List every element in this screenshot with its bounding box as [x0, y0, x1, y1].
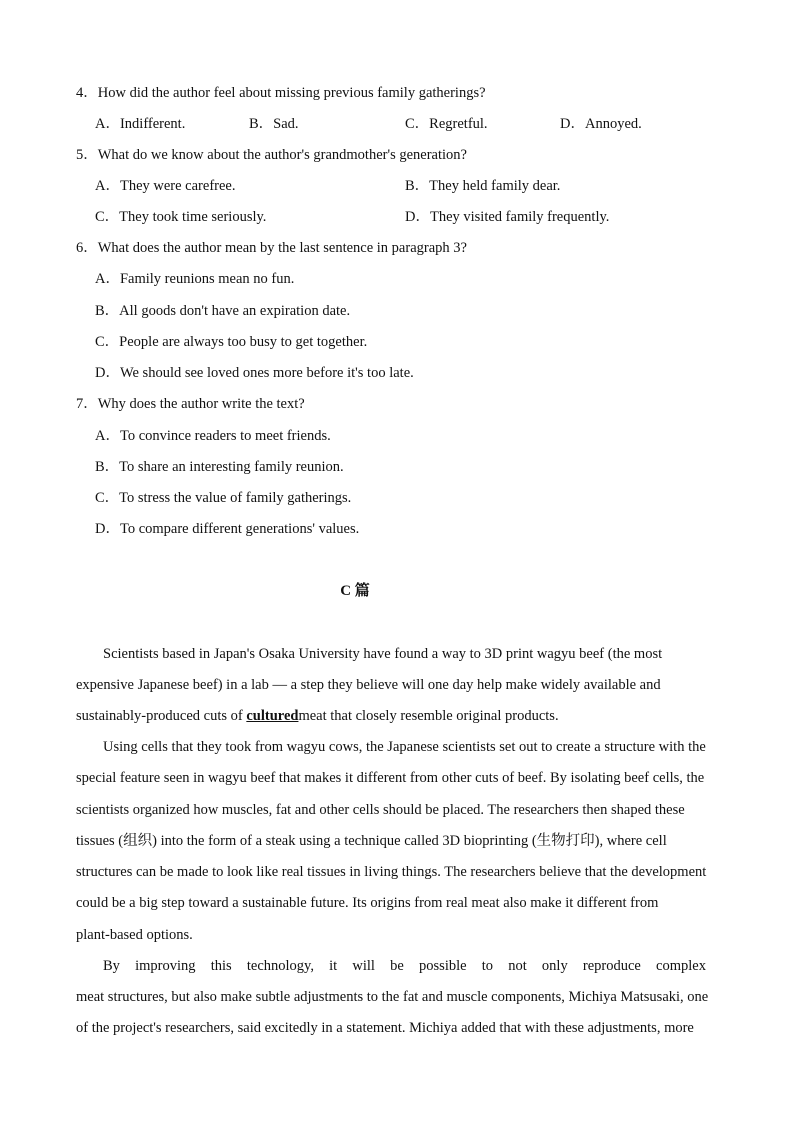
section-title: C 篇 [340, 583, 370, 599]
passage-p2-line-2: special feature seen in wagyu beef that makes it different from other cuts of beef. By isolating beef cells, the [76, 770, 705, 786]
question-5-option-a[interactable]: A．They were carefree. [95, 178, 236, 194]
question-6-option-b[interactable]: B．All goods don't have an expiration date. [95, 303, 351, 319]
passage-p2-line-1: Using cells that they took from wagyu cows, the Japanese scientists set out to create a structure with the [103, 739, 706, 755]
passage-p2-line-7: plant-based options. [76, 927, 193, 943]
question-7-option-b[interactable]: B．To share an interesting family reunion. [95, 459, 344, 475]
question-5-option-b[interactable]: B．They held family dear. [405, 178, 561, 194]
question-4-option-b[interactable]: B．Sad. [249, 116, 299, 132]
passage-p2-line-6: could be a big step toward a sustainable future. Its origins from real meat also make it different from [76, 895, 659, 911]
question-7-option-d[interactable]: D．To compare different generations' values. [95, 521, 360, 537]
question-6-stem: 6．What does the author mean by the last sentence in paragraph 3? [76, 240, 467, 256]
question-5-option-c[interactable]: C．They took time seriously. [95, 209, 267, 225]
passage-p2-line-3: scientists organized how muscles, fat and other cells should be placed. The researchers then shaped these [76, 802, 685, 818]
passage-p3-line-3: of the project's researchers, said excitedly in a statement. Michiya added that with these adjustments, more [76, 1020, 694, 1036]
question-4-stem: 4．How did the author feel about missing previous family gatherings? [76, 85, 486, 101]
passage-p3-line-2: meat structures, but also make subtle adjustments to the fat and muscle components, Michiya Matsusaki, one [76, 989, 709, 1005]
passage-p2-line-5: structures can be made to look like real tissues in living things. The researchers believe that the development [76, 864, 707, 880]
question-4-option-d[interactable]: D．Annoyed. [560, 116, 642, 132]
question-7-option-c[interactable]: C．To stress the value of family gatherings. [95, 490, 352, 506]
passage-p1-line-3-after: meat that closely resemble original products. [298, 708, 559, 724]
passage-p1-line-1: Scientists based in Japan's Osaka University have found a way to 3D print wagyu beef (the most [103, 646, 663, 662]
question-5-option-d[interactable]: D．They visited family frequently. [405, 209, 610, 225]
question-7-stem: 7．Why does the author write the text? [76, 396, 305, 412]
question-5-stem: 5．What do we know about the author's grandmother's generation? [76, 147, 467, 163]
question-6-option-c[interactable]: C．People are always too busy to get together. [95, 334, 368, 350]
passage-p1-line-3 [76, 707, 715, 725]
passage-p1-line-3-before: sustainably-produced cuts of [76, 708, 247, 724]
keyword-cultured: cultured [246, 708, 299, 724]
question-6-option-a[interactable]: A．Family reunions mean no fun. [95, 271, 295, 287]
question-7-option-a[interactable]: A．To convince readers to meet friends. [95, 428, 331, 444]
question-6-option-d[interactable]: D．We should see loved ones more before it's too late. [95, 365, 414, 381]
question-4-option-a[interactable]: A．Indifferent. [95, 116, 186, 132]
passage-p3-line-1: By improving this technology, it will be possible to not only reproduce complex [103, 958, 706, 974]
passage-p2-line-4: tissues (组织) into the form of a steak using a technique called 3D bioprinting (生物打印), where cell [76, 833, 667, 849]
question-4-option-c[interactable]: C．Regretful. [405, 116, 488, 132]
passage-p1-line-2: expensive Japanese beef) in a lab — a step they believe will one day help make widely available and [76, 677, 661, 693]
